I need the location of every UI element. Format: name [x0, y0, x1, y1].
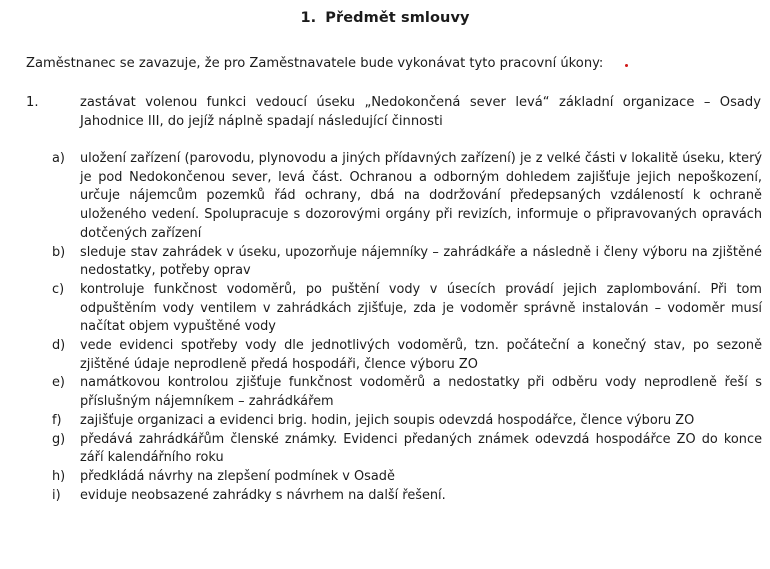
item-letter: h)	[52, 468, 66, 484]
section-number: 1.	[300, 10, 317, 26]
item-text: sleduje stav zahrádek v úseku, upozorňuje nájemníky – zahrádkáře a následně i členy výboru na zjištěné nedostatky, potřeby oprav	[80, 244, 762, 279]
item-text: eviduje neobsazené zahrádky s návrhem na další řešení.	[80, 487, 446, 503]
item-text: namátkovou kontrolou zjišťuje funkčnost vodoměrů a nedostatky při odběru vody neprodleně řeší s příslušným nájemníkem – zahrádkářem	[80, 375, 762, 410]
list-item	[52, 150, 762, 244]
list-item	[52, 487, 762, 506]
item-text: předkládá návrhy na zlepšení podmínek v Osadě	[80, 468, 395, 484]
item-letter: i)	[52, 487, 61, 503]
list-item	[52, 337, 762, 374]
item-text: předává zahrádkářům členské známky. Evidenci předaných známek odevzdá hospodářce ZO do konce září kalendářního roku	[80, 431, 762, 466]
section-title: Předmět smlouvy	[325, 10, 470, 26]
item-text: uložení zařízení (parovodu, plynovodu a jiných přídavných zařízení) je z velké části v lokalitě úseku, který je pod Nedokončenou sever, levá část. Ochranou a odborným dohledem zajišťuje jejich nepoškození, určuje nájemcům pozemků řád ochrany, dbá na dodržování předepsaných vzdáleností k ochraně uloženého vedení. Spolupracuje s dozorovými orgány při revizích, informuje o připravovaných opravách dotčených zařízení	[80, 151, 762, 241]
item-letter: d)	[52, 338, 66, 354]
list-item	[52, 412, 762, 431]
item-text: zajišťuje organizaci a evidenci brig. hodin, jejich soupis odevzdá hospodářce, člence výboru ZO	[80, 412, 695, 428]
list-item	[52, 244, 762, 281]
intro-paragraph: Zaměstnanec se zavazuje, že pro Zaměstnavatele bude vykonávat tyto pracovní úkony:	[26, 56, 604, 71]
red-mark	[625, 64, 628, 67]
item-letter: e)	[52, 375, 65, 391]
item-letter: c)	[52, 281, 65, 297]
point-1-text: zastávat volenou funkci vedoucí úseku „Nedokončená sever levá“ základní organizace – Osady Jahodnice III, do jejíž náplně spadají následující činnosti	[80, 95, 761, 129]
item-letter: a)	[52, 151, 65, 166]
duties-list	[52, 150, 762, 505]
list-item	[52, 431, 762, 468]
point-1-marker: 1.	[26, 95, 39, 110]
section-heading	[0, 10, 770, 26]
list-item	[52, 281, 762, 337]
item-letter: f)	[52, 412, 62, 428]
item-text: kontroluje funkčnost vodoměrů, po puštění vody v úsecích provádí jejich zaplombování. Při tom odpuštěním vody ventilem v zahrádkách zjišťuje, zda je vodoměr správně instalován – vodoměr musí načítat objem vypuštěné vody	[80, 281, 762, 335]
list-item	[52, 468, 762, 487]
item-letter: b)	[52, 244, 66, 260]
list-item	[52, 374, 762, 411]
item-text: vede evidenci spotřeby vody dle jednotlivých vodoměrů, tzn. počáteční a konečný stav, po sezoně zjištěné údaje neprodleně předá hospodáři, člence výboru ZO	[80, 338, 762, 372]
item-letter: g)	[52, 431, 66, 447]
point-1	[26, 93, 761, 131]
